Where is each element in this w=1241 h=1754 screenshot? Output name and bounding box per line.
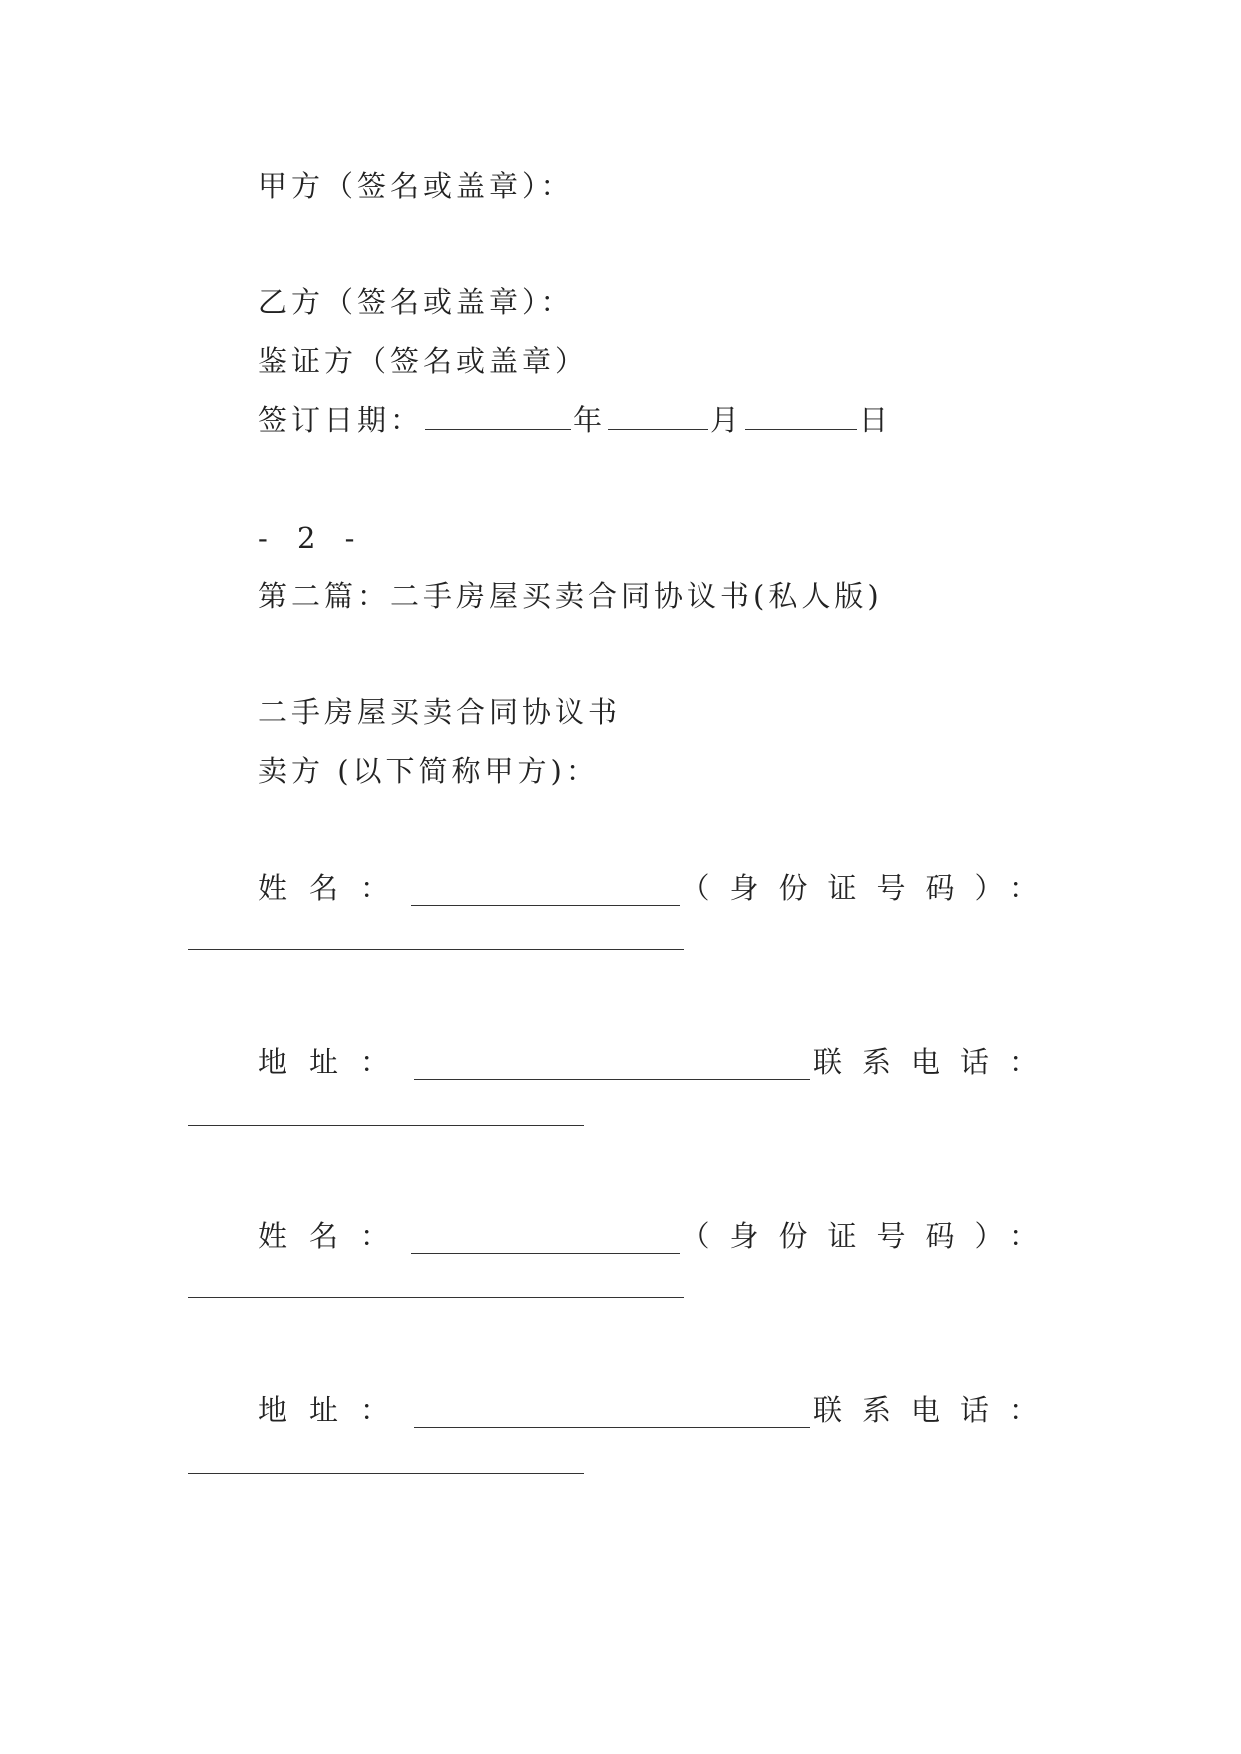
address-label: 地址： bbox=[258, 1393, 412, 1427]
page-number: - 2 - bbox=[258, 521, 365, 555]
witness-signature-label: 鉴证方（签名或盖章） bbox=[258, 344, 589, 378]
phone-blank[interactable] bbox=[188, 1124, 584, 1126]
name-label: 姓名： bbox=[258, 871, 412, 905]
id-number-blank[interactable] bbox=[188, 948, 684, 950]
id-number-label: （身份证号码）： bbox=[680, 1219, 1058, 1253]
seller-name-row-2 bbox=[258, 1218, 1058, 1254]
phone-label: 联系电话： bbox=[812, 1045, 1058, 1079]
document-title: 二手房屋买卖合同协议书 bbox=[258, 695, 622, 729]
address-blank[interactable] bbox=[414, 1403, 810, 1428]
seller-name-row-1 bbox=[258, 870, 1058, 906]
month-blank[interactable] bbox=[608, 403, 708, 430]
id-number-label: （身份证号码）： bbox=[680, 871, 1058, 905]
id-number-blank[interactable] bbox=[188, 1296, 684, 1298]
seller-address-row-1 bbox=[258, 1044, 1058, 1080]
phone-label: 联系电话： bbox=[812, 1393, 1058, 1427]
seller-address-row-2 bbox=[258, 1392, 1058, 1428]
section-title: 第二篇：二手房屋买卖合同协议书(私人版) bbox=[258, 579, 883, 613]
month-label: 月 bbox=[710, 403, 744, 437]
year-blank[interactable] bbox=[425, 403, 571, 430]
name-blank[interactable] bbox=[411, 1229, 680, 1254]
phone-blank[interactable] bbox=[188, 1472, 584, 1474]
address-label: 地址： bbox=[258, 1045, 412, 1079]
day-blank[interactable] bbox=[745, 403, 857, 430]
seller-heading: 卖方 (以下简称甲方)： bbox=[258, 754, 599, 788]
party-b-signature-label: 乙方（签名或盖章）： bbox=[258, 285, 574, 319]
year-label: 年 bbox=[573, 403, 607, 437]
name-blank[interactable] bbox=[411, 881, 680, 906]
party-a-signature-label: 甲方（签名或盖章）： bbox=[258, 169, 574, 203]
signing-date-label: 签订日期： bbox=[258, 403, 424, 437]
day-label: 日 bbox=[859, 403, 893, 437]
address-blank[interactable] bbox=[414, 1055, 810, 1080]
name-label: 姓名： bbox=[258, 1219, 412, 1253]
signing-date-line bbox=[258, 402, 892, 438]
